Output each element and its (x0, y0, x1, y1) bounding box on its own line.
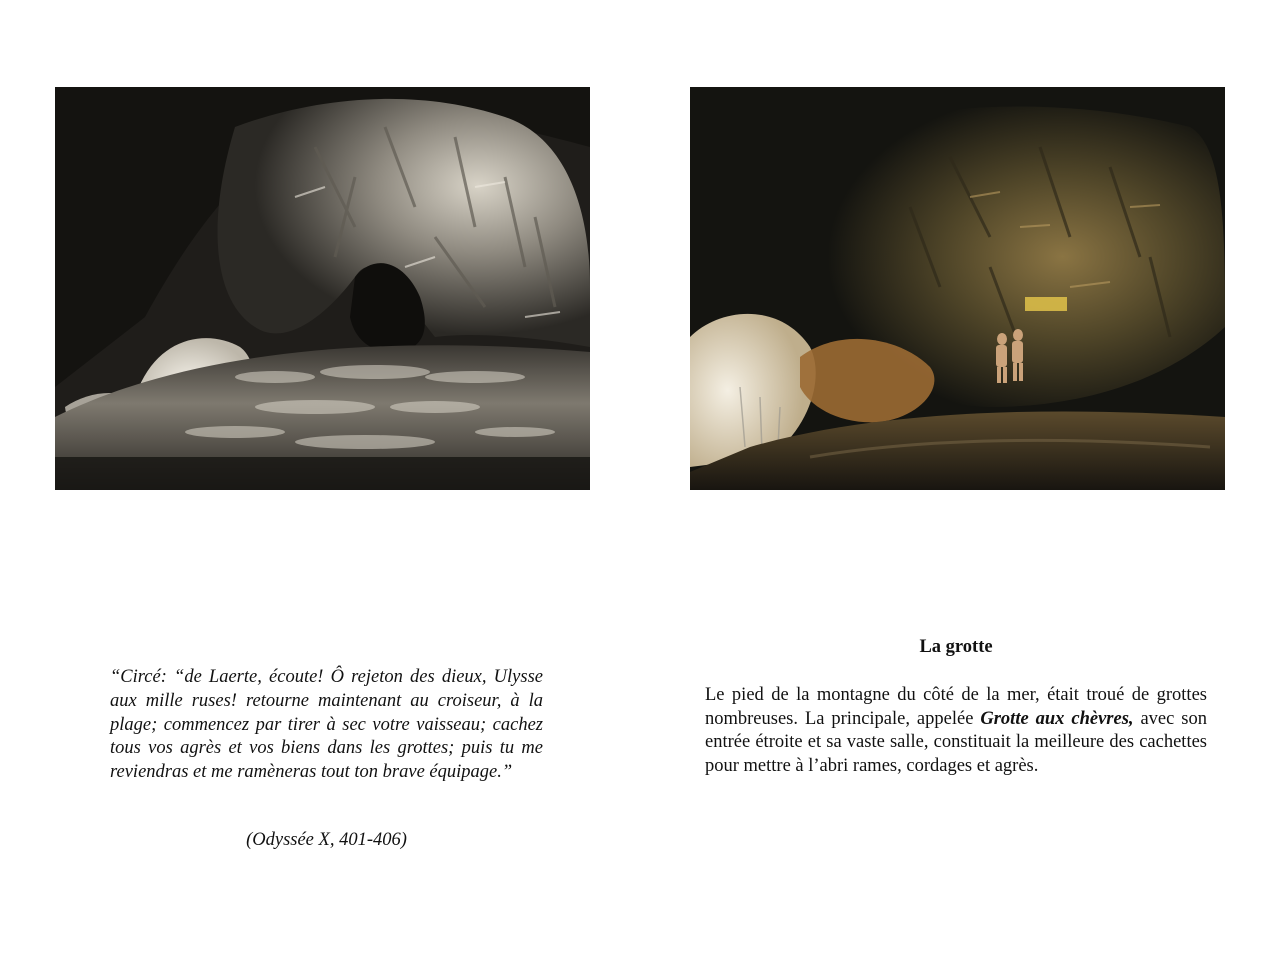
body-text-end: avec son entrée étroite et sa vaste salle, constituait la meilleure des cachettes pour mettre à l’abri rames, cordages et agrès. (705, 708, 1207, 776)
cave-photo-color (690, 87, 1225, 490)
grotte-aux-chevres-emphasis: Grotte aux chèvres, (980, 708, 1134, 729)
odyssey-quote: “Circé: “de Laerte, écoute! Ô rejeton des dieux, Ulysse aux mille ruses! retourne maintenant au croiseur, à la plage; commencez par tirer à sec votre vaisseau; cachez tous vos agrès et vos biens dans les grottes; puis tu me reviendras et me ramèneras tout ton brave équipage.” (110, 667, 543, 783)
cave-photo-color-image (690, 87, 1225, 490)
section-body (705, 684, 1207, 778)
cave-photo-bw-image (55, 87, 590, 490)
cave-photo-bw (55, 87, 590, 490)
section-title: La grotte (919, 637, 993, 657)
quote-citation: (Odyssée X, 401-406) (246, 830, 407, 850)
body-text-start: Le pied de la montagne du côté de la mer, était troué de grottes nombreuses. La principale, appelée (705, 685, 1207, 729)
